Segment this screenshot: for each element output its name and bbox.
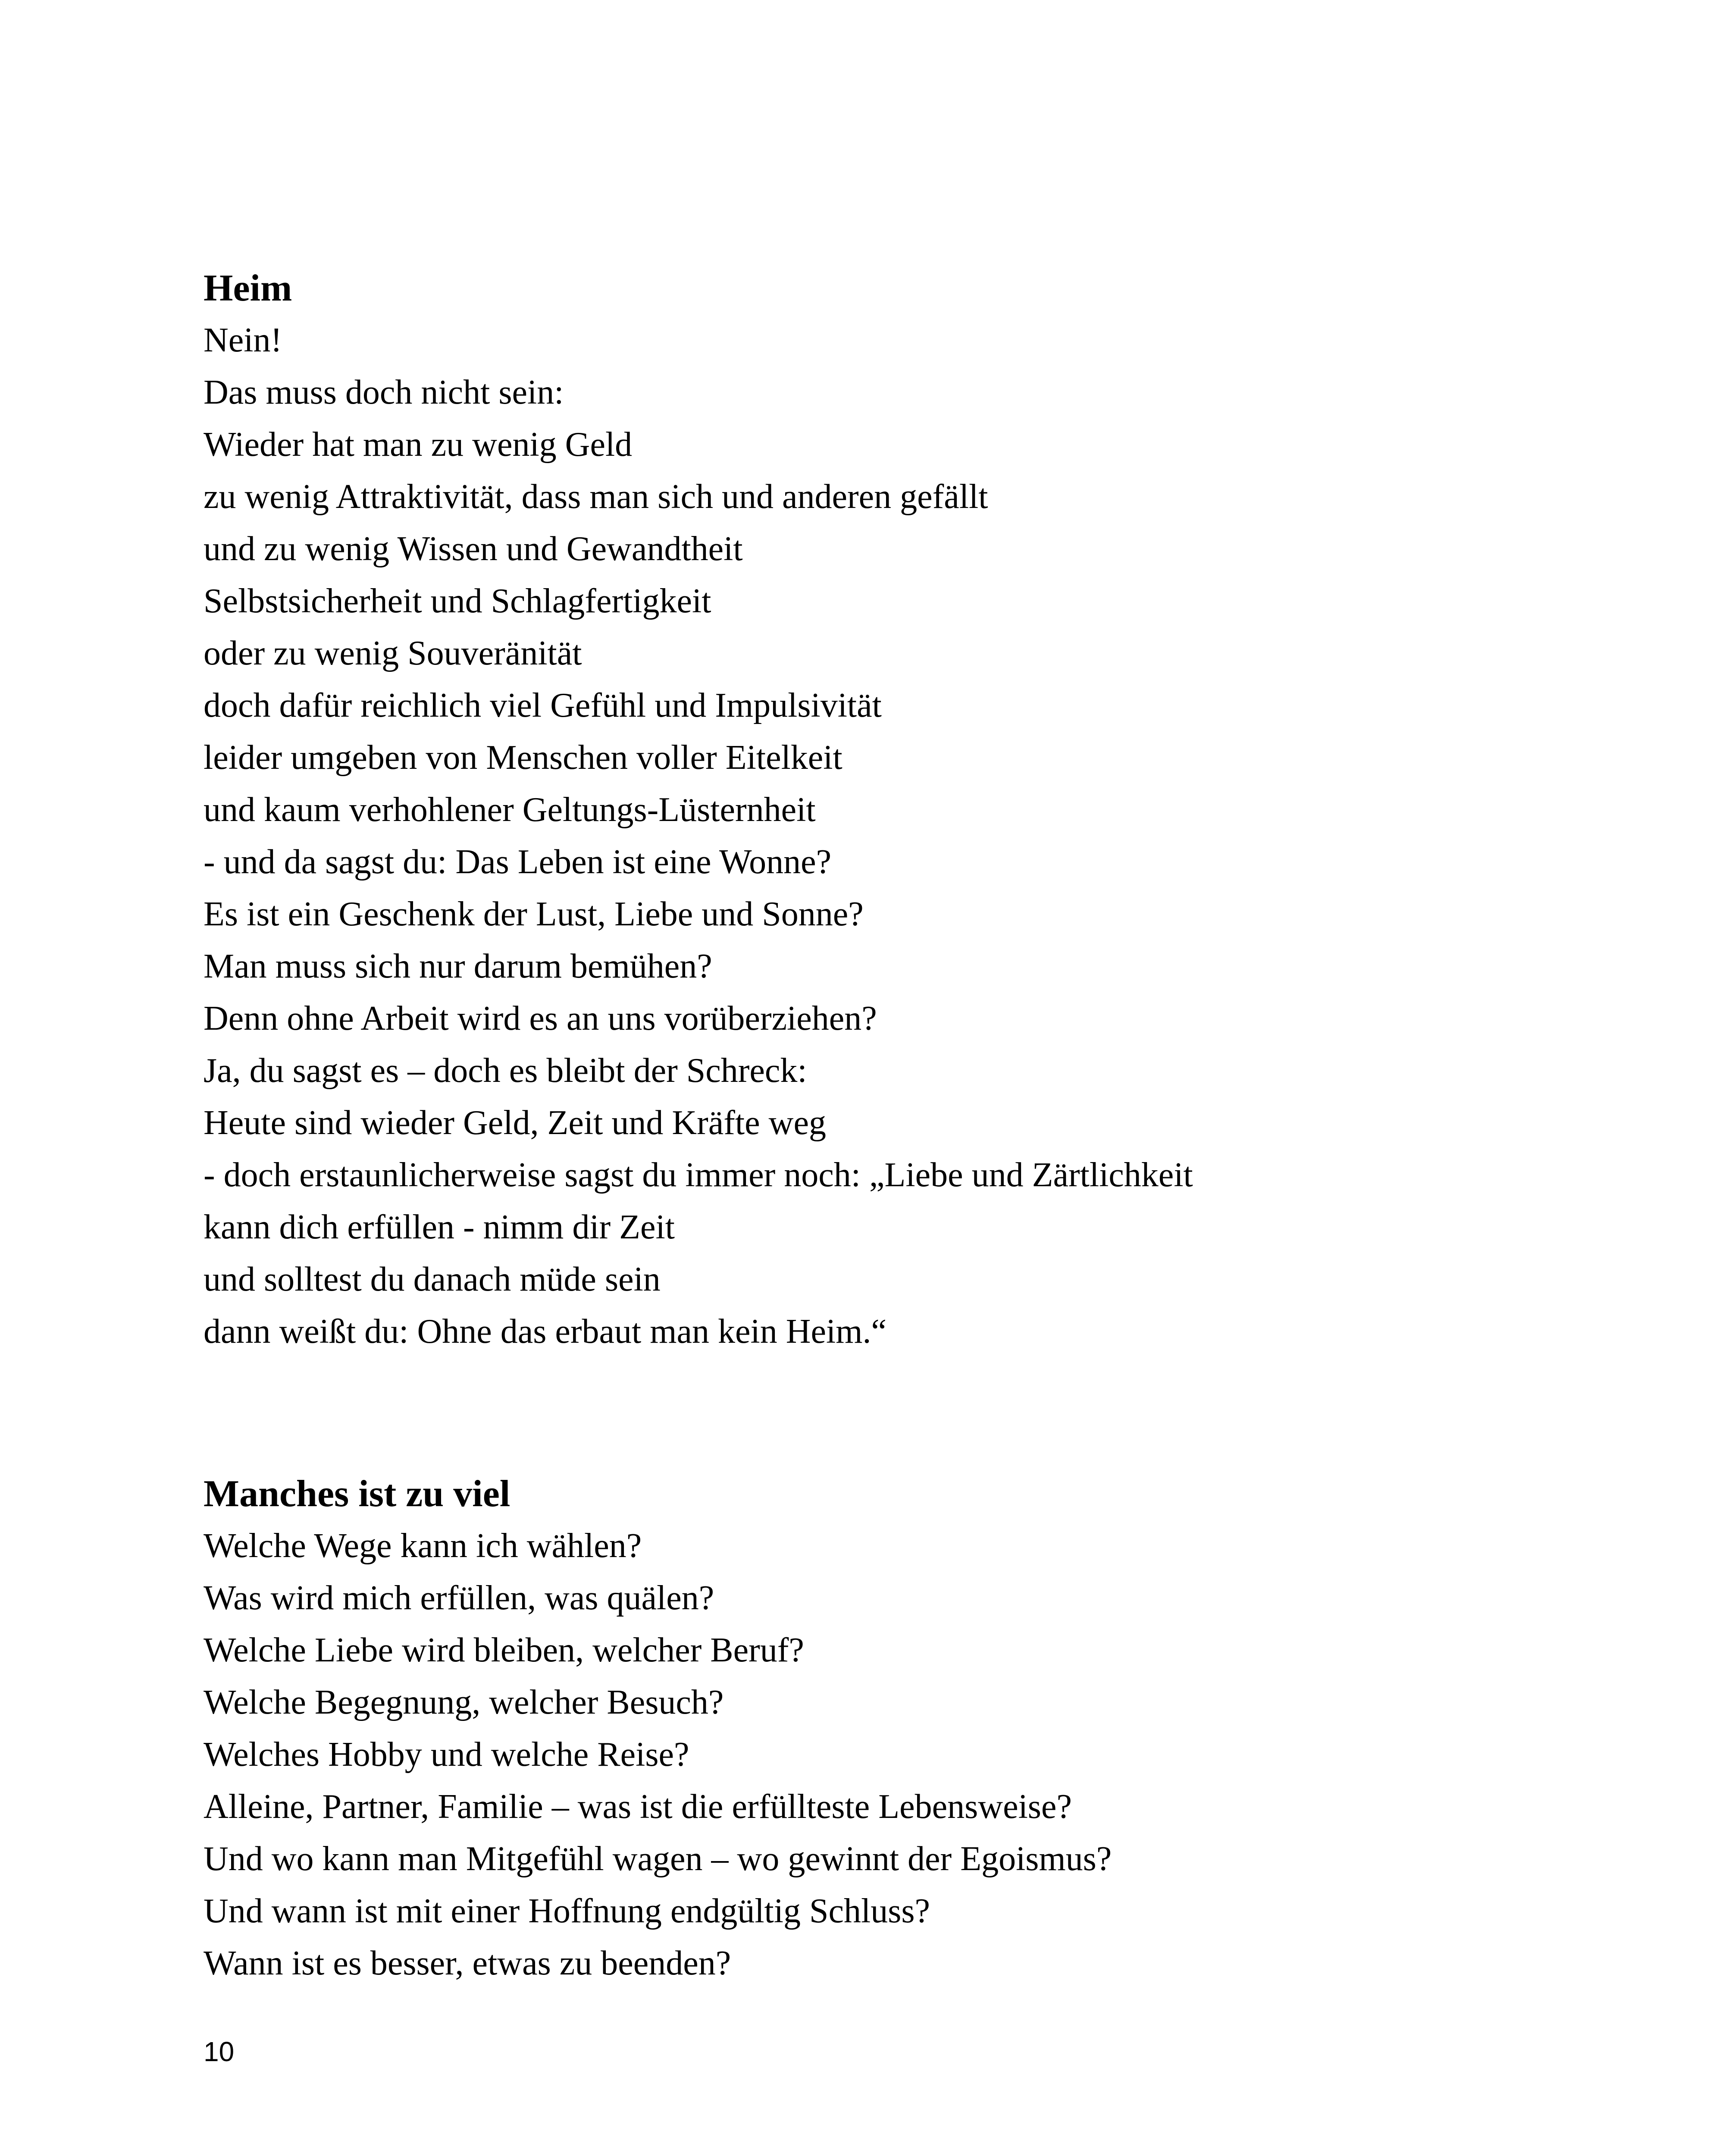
poem-manches-ist-zu-viel [204, 1468, 1583, 1990]
poem-lines [204, 314, 1583, 1358]
poem-line: Was wird mich erfüllen, was quälen? [204, 1579, 714, 1617]
poem-line: und zu wenig Wissen und Gewandtheit [204, 530, 743, 568]
poem-line: Das muss doch nicht sein: [204, 373, 564, 411]
poem-line: Man muss sich nur darum bemühen? [204, 947, 712, 985]
poem-line: Welche Wege kann ich wählen? [204, 1527, 642, 1565]
poem-lines [204, 1520, 1583, 1990]
poem-line: leider umgeben von Menschen voller Eitelkeit [204, 739, 843, 777]
page-number: 10 [204, 2036, 235, 2067]
poem-line: oder zu wenig Souveränität [204, 634, 582, 672]
poem-line: Welches Hobby und welche Reise? [204, 1736, 689, 1774]
poem-line: Ja, du sagst es – doch es bleibt der Schreck: [204, 1052, 807, 1090]
poem-line: kann dich erfüllen - nimm dir Zeit [204, 1208, 675, 1246]
poem-heim [204, 262, 1583, 1358]
poem-line: Welche Begegnung, welcher Besuch? [204, 1683, 724, 1721]
poem-line: zu wenig Attraktivität, dass man sich und anderen gefällt [204, 478, 988, 516]
poem-line: - doch erstaunlicherweise sagst du immer noch: „Liebe und Zärtlichkeit [204, 1156, 1193, 1194]
poem-line: - und da sagst du: Das Leben ist eine Wonne? [204, 843, 832, 881]
poem-title: Heim [204, 267, 292, 309]
poem-line: doch dafür reichlich viel Gefühl und Impulsivität [204, 686, 882, 724]
poem-line: Welche Liebe wird bleiben, welcher Beruf? [204, 1631, 804, 1669]
poem-line: Nein! [204, 321, 282, 359]
poem-line: Es ist ein Geschenk der Lust, Liebe und Sonne? [204, 895, 864, 933]
poem-line: Heute sind wieder Geld, Zeit und Kräfte weg [204, 1104, 826, 1142]
poem-title: Manches ist zu viel [204, 1473, 511, 1515]
poem-line: und solltest du danach müde sein [204, 1260, 661, 1298]
poem-line: Alleine, Partner, Familie – was ist die erfüllteste Lebensweise? [204, 1788, 1072, 1826]
poem-line: Denn ohne Arbeit wird es an uns vorüberziehen? [204, 1000, 877, 1037]
poem-line: Und wo kann man Mitgefühl wagen – wo gewinnt der Egoismus? [204, 1840, 1112, 1878]
poem-line: und kaum verhohlener Geltungs-Lüsternheit [204, 791, 816, 829]
poem-line: dann weißt du: Ohne das erbaut man kein Heim.“ [204, 1313, 886, 1351]
poem-line: Wann ist es besser, etwas zu beenden? [204, 1944, 731, 1982]
poem-line: Und wann ist mit einer Hoffnung endgültig Schluss? [204, 1892, 930, 1930]
poem-line: Selbstsicherheit und Schlagfertigkeit [204, 582, 711, 620]
poem-line: Wieder hat man zu wenig Geld [204, 426, 633, 464]
